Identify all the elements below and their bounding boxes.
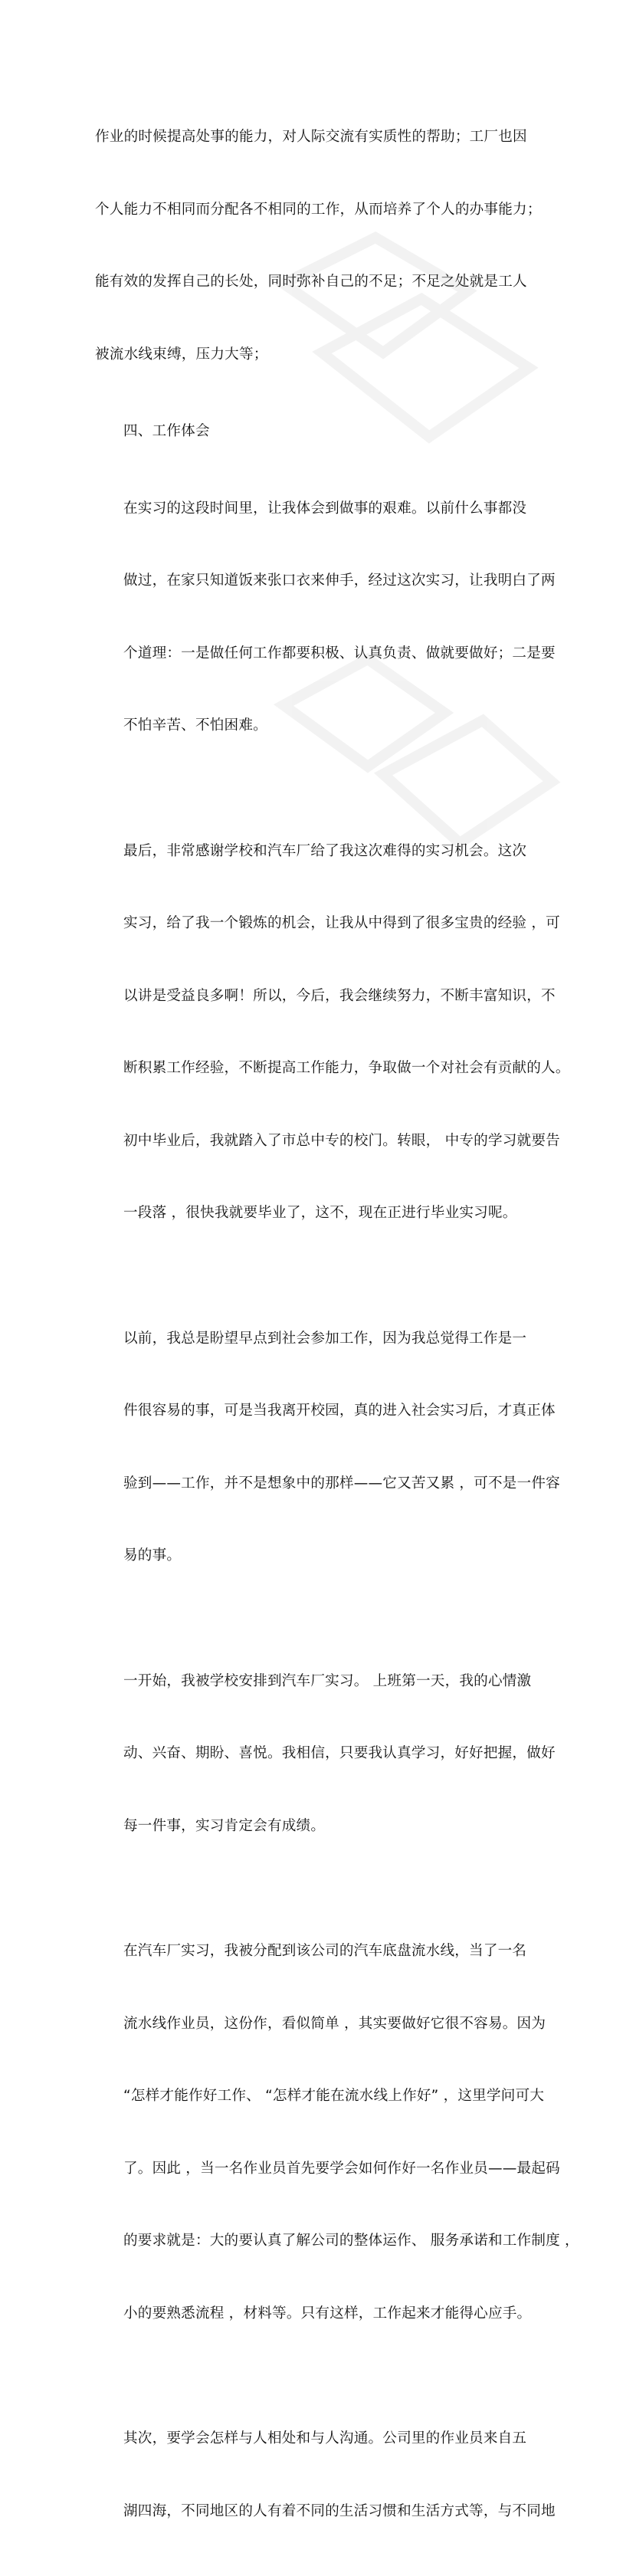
text-line: 实习，给了我一个锻炼的机会，让我从中得到了很多宝贵的经验 ，可 (123, 915, 560, 931)
text-line: 初中毕业后，我就踏入了市总中专的校门。转眼， 中专的学习就要告 (123, 1132, 560, 1149)
text-line: 最后，非常感谢学校和汽车厂给了我这次难得的实习机会。这次 (123, 842, 527, 859)
text-line: 个人能力不相同而分配各不相同的工作，从而培养了个人的办事能力； (95, 201, 542, 218)
text-line: 做过，在家只知道饭来张口衣来伸手，经过这次实习，让我明白了两 (123, 573, 556, 589)
paragraph-7 (95, 2378, 556, 2571)
text-line: 断积累工作经验，不断提高工作能力，争取做一个对社会有贡献的人。 (123, 1060, 570, 1076)
text-line: 在实习的这段时间里，让我体会到做事的艰难。以前什么事都没 (123, 500, 527, 517)
text-line: 了。因此 ，当一名作业员首先要学会如何作好一名作业员——最起码 (123, 2160, 560, 2177)
text-line: 一段落 ，很快我就要毕业了，这不，现在正进行毕业实习呢。 (123, 1205, 517, 1221)
text-line: “怎样才能作好工作、 “怎样才能在流水线上作好” ，这里学问可大 (123, 2088, 545, 2104)
text-line: 小的要熟悉流程 ，材料等。只有这样，工作起来才能得心应手。 (123, 2305, 532, 2322)
paragraph-4 (95, 1278, 560, 1616)
paragraph-5 (95, 1621, 556, 1887)
section-heading: 四、工作体会 (123, 423, 210, 439)
text-line: 湖四海，不同地区的人有着不同的生活习惯和生活方式等，与不同地 (123, 2502, 556, 2519)
text-line: 动、兴奋、期盼、喜悦。我相信，只要我认真学习，好好把握，做好 (123, 1745, 556, 1761)
text-line: 能有效的发挥自己的长处，同时弥补自己的不足；不足之处就是工人 (95, 274, 527, 290)
document-body (95, 77, 579, 2576)
text-line: 个道理：一是做任何工作都要积极、认真负责、做就要做好；二是要 (123, 645, 556, 661)
paragraph-1 (95, 77, 547, 415)
text-line: 其次，要学会怎样与人相处和与人沟通。公司里的作业员来自五 (123, 2430, 527, 2446)
text-line: 易的事。 (123, 1547, 182, 1564)
text-line: 作业的时候提高处事的能力，对人际交流有实质性的帮助；工厂也因 (95, 129, 527, 145)
text-line: 被流水线束缚，压力大等； (95, 346, 268, 363)
text-line: 的要求就是：大的要认真了解公司的整体运作、 服务承诺和工作制度 ， (123, 2233, 579, 2249)
text-line: 以讲是受益良多啊！所以，今后，我会继续努力，不断丰富知识，不 (123, 987, 556, 1004)
text-line: 以前，我总是盼望早点到社会参加工作，因为我总觉得工作是一 (123, 1330, 527, 1347)
text-line: 流水线作业员，这份作，看似简单 ，其实要做好它很不容易。因为 (123, 2015, 546, 2032)
text-line: 验到——工作，并不是想象中的那样——它又苦又累 ，可不是一件容 (123, 1475, 560, 1491)
text-line: 件很容易的事，可是当我离开校园，真的进入社会实习后，才真正体 (123, 1403, 556, 1419)
paragraph-2 (95, 448, 556, 786)
paragraph-6 (95, 1891, 579, 2374)
text-line: 在汽车厂实习，我被分配到该公司的汽车底盘流水线，当了一名 (123, 1943, 527, 1959)
text-line: 不怕辛苦、不怕困难。 (123, 717, 267, 733)
text-line: 一开始，我被学校安排到汽车厂实习。 上班第一天，我的心情激 (123, 1672, 532, 1689)
paragraph-3 (95, 791, 570, 1274)
text-line: 每一件事，实习肯定会有成绩。 (123, 1817, 326, 1834)
